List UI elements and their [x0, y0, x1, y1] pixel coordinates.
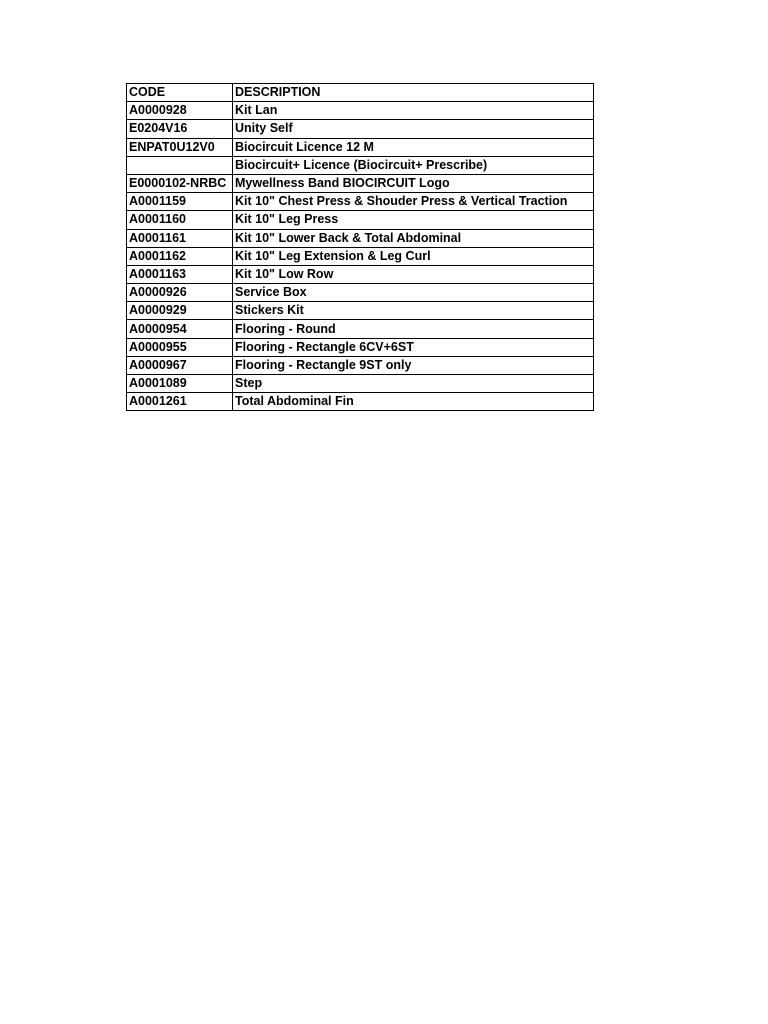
code-cell: A0000967: [127, 356, 233, 374]
column-header-code: CODE: [127, 84, 233, 102]
code-cell: A0000954: [127, 320, 233, 338]
product-code-table: [126, 83, 594, 411]
description-cell: Flooring - Rectangle 9ST only: [233, 356, 594, 374]
table-row: [127, 156, 594, 174]
code-cell: A0001163: [127, 265, 233, 283]
table-row: [127, 211, 594, 229]
table-row: [127, 247, 594, 265]
table-row: [127, 138, 594, 156]
code-cell: A0001161: [127, 229, 233, 247]
code-cell: A0001160: [127, 211, 233, 229]
code-cell: A0000926: [127, 284, 233, 302]
description-cell: Kit 10" Low Row: [233, 265, 594, 283]
description-cell: Kit 10" Leg Press: [233, 211, 594, 229]
code-cell: A0001261: [127, 393, 233, 411]
description-cell: Kit 10" Chest Press & Shouder Press & Vertical Traction: [233, 193, 594, 211]
description-cell: Unity Self: [233, 120, 594, 138]
code-cell: ENPAT0U12V0: [127, 138, 233, 156]
description-cell: Flooring - Rectangle 6CV+6ST: [233, 338, 594, 356]
table-row: [127, 193, 594, 211]
code-cell: A0001089: [127, 375, 233, 393]
table-row: [127, 393, 594, 411]
code-cell: A0001162: [127, 247, 233, 265]
table-row: [127, 302, 594, 320]
description-cell: Stickers Kit: [233, 302, 594, 320]
code-cell: A0000955: [127, 338, 233, 356]
description-cell: Total Abdominal Fin: [233, 393, 594, 411]
code-cell: [127, 156, 233, 174]
description-cell: Flooring - Round: [233, 320, 594, 338]
code-cell: A0000929: [127, 302, 233, 320]
table-row: [127, 375, 594, 393]
description-cell: Step: [233, 375, 594, 393]
description-cell: Mywellness Band BIOCIRCUIT Logo: [233, 174, 594, 192]
table-row: [127, 356, 594, 374]
table-row: [127, 102, 594, 120]
table-header-row: [127, 84, 594, 102]
table-row: [127, 120, 594, 138]
description-cell: Biocircuit Licence 12 M: [233, 138, 594, 156]
description-cell: Kit 10" Leg Extension & Leg Curl: [233, 247, 594, 265]
table-row: [127, 265, 594, 283]
code-cell: E0204V16: [127, 120, 233, 138]
description-cell: Kit 10" Lower Back & Total Abdominal: [233, 229, 594, 247]
table-row: [127, 320, 594, 338]
description-cell: Biocircuit+ Licence (Biocircuit+ Prescribe): [233, 156, 594, 174]
table-row: [127, 284, 594, 302]
table-row: [127, 174, 594, 192]
code-cell: A0000928: [127, 102, 233, 120]
code-cell: E0000102-NRBC: [127, 174, 233, 192]
table-row: [127, 229, 594, 247]
code-cell: A0001159: [127, 193, 233, 211]
table-row: [127, 338, 594, 356]
description-cell: Service Box: [233, 284, 594, 302]
description-cell: Kit Lan: [233, 102, 594, 120]
column-header-description: DESCRIPTION: [233, 84, 594, 102]
